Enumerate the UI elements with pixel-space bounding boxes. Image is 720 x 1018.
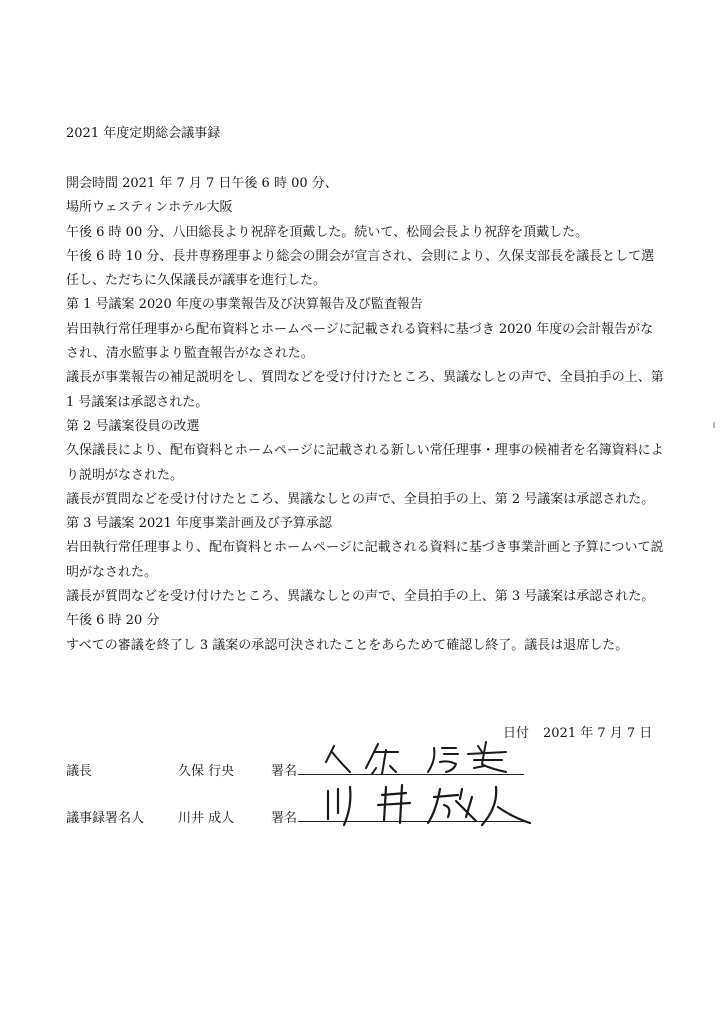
date-label: 日付 [503,726,530,741]
date-value: 2021 年 7 月 7 日 [543,726,653,741]
agenda-2-explanation: 久保議長により、配布資料とホームページに記載される新しい常任理事・理事の候補者を名簿資料により説明がなされた。 [66,443,664,483]
agenda-2-heading: 第 2 号議案役員の改選 [66,418,200,434]
agenda-2-approval: 議長が質問などを受け付けたところ、異議なしとの声で、全員拍手の上、第 2 号議案は承認された。 [66,491,655,507]
date-line [503,722,652,741]
chair-sign-label: 署名 [271,764,298,779]
paragraph-closing-time: 午後 6 時 20 分 [66,613,160,629]
agenda-1-heading: 第 1 号議案 2020 年度の事業報告及び決算報告及び監査報告 [66,297,423,313]
recorder-handwritten-signature [316,781,536,831]
document-title: 2021 年度定期総会議事録 [66,126,221,141]
scan-artifact [713,422,715,428]
recorder-sign-label: 署名 [271,811,298,826]
agenda-3-approval: 議長が質問などを受け付けたところ、異議なしとの声で、全員拍手の上、第 3 号議案は承認された。 [66,589,655,605]
agenda-1-approval: 議長が事業報告の補足説明をし、質問などを受け付けたところ、異議なしとの声で、全員拍手の上、第 1 号議案は承認された。 [66,370,664,410]
paragraph-closing: すべての審議を終了し 3 議案の承認可決されたことをあらためて確認し終了。議長は退席した。 [66,637,629,653]
agenda-1-report: 岩田執行常任理事から配布資料とホームページに記載される資料に基づき 2020 年度の会計報告がなされ、清水監事より監査報告がなされた。 [66,321,654,362]
agenda-3-heading: 第 3 号議案 2021 年度事業計画及び予算承認 [66,516,332,532]
recorder-name: 川井 成人 [178,811,235,826]
paragraph-opening-declaration: 午後 6 時 10 分、長井専務理事より総会の開会が宣言され、会則により、久保支部長を議長として選任し、ただちに久保議長が議事を進行した。 [66,248,655,289]
agenda-3-explanation: 岩田執行常任理事より、配布資料とホームページに記載される資料に基づき事業計画と予算について説明がなされた。 [66,540,664,580]
paragraph-venue: 場所ウェスティンホテル大阪 [66,200,233,216]
recorder-role-label: 議事録署名人 [66,811,145,826]
paragraph-opening-time: 開会時間 2021 年 7 月 7 日午後 6 時 00 分、 [66,176,338,191]
chair-name: 久保 行央 [178,764,235,779]
paragraph-congratulations: 午後 6 時 00 分、八田総長より祝辞を頂戴した。続いて、松岡会長より祝辞を頂戴した。 [66,224,589,240]
chair-role-label: 議長 [66,764,93,779]
chair-handwritten-signature [316,738,516,782]
minutes-body [66,172,666,658]
